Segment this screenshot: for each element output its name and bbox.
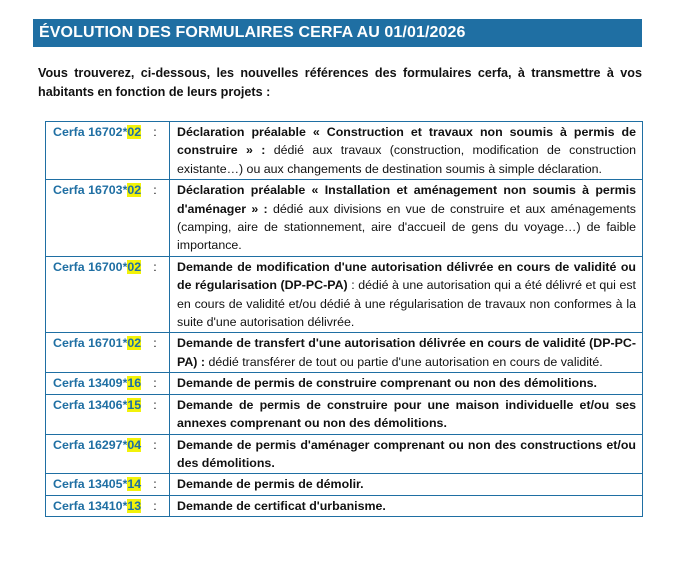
cerfa-title: Demande de permis de construire pour une maison individuelle et/ou ses annexes comprenant ou non des démolitions. [177, 397, 636, 431]
table-row [46, 256, 643, 333]
cerfa-title: Demande de transfert d'une autorisation délivrée en cours de validité (DP-PC-PA) : [177, 336, 636, 369]
cerfa-description-cell [170, 474, 643, 495]
cerfa-version-highlight: 14 [127, 477, 142, 492]
cerfa-version-highlight: 02 [127, 183, 142, 198]
cerfa-code-prefix: Cerfa 16297* [53, 437, 128, 452]
cerfa-title: Demande de permis de construire comprenant ou non des démolitions. [177, 376, 597, 391]
cerfa-description-cell [170, 180, 643, 257]
cerfa-code-cell [46, 373, 170, 394]
cerfa-version-highlight: 02 [127, 336, 142, 351]
cerfa-code-prefix: Cerfa 13406* [53, 397, 128, 412]
cerfa-code-colon: : [153, 477, 157, 492]
cerfa-code-colon: : [153, 336, 157, 351]
table-row [46, 394, 643, 434]
table-row [46, 474, 643, 495]
table-row [46, 495, 643, 516]
page-title-banner [33, 19, 642, 47]
table-row [46, 180, 643, 257]
intro-paragraph: Vous trouverez, ci-dessous, les nouvelles références des formulaires cerfa, à transmettre à vos habitants en fonction de leurs projets : [38, 66, 642, 99]
cerfa-description-cell [170, 495, 643, 516]
cerfa-version-highlight: 16 [127, 376, 142, 391]
cerfa-code-colon: : [153, 125, 157, 139]
cerfa-title: Demande de permis de démolir. [177, 477, 364, 492]
cerfa-version-highlight: 02 [127, 125, 142, 139]
cerfa-code-prefix: Cerfa 16701* [53, 336, 128, 351]
cerfa-version-highlight: 13 [127, 498, 142, 513]
cerfa-code-prefix: Cerfa 16700* [53, 259, 128, 274]
cerfa-description-cell [170, 333, 643, 373]
cerfa-description-cell [170, 434, 643, 474]
cerfa-description-cell [170, 373, 643, 394]
cerfa-detail: : dédié à une autorisation qui a été délivré et qui est en cours de validité et/ou dédié à une régularisation de travaux non conformes à la suite d'une autorisation délivrée. [177, 278, 636, 330]
table-row [46, 373, 643, 394]
cerfa-description-cell [170, 256, 643, 333]
cerfa-title: Déclaration préalable « Installation et aménagement non soumis à permis d'aménager » : [177, 183, 636, 216]
cerfa-code-colon: : [153, 183, 157, 198]
table-row [46, 333, 643, 373]
cerfa-title: Demande de certificat d'urbanisme. [177, 498, 386, 513]
cerfa-code-colon: : [153, 437, 157, 452]
cerfa-table [45, 121, 643, 517]
cerfa-title: Demande de permis d'aménager comprenant ou non des constructions et/ou des démolitions. [177, 437, 636, 470]
cerfa-version-highlight: 04 [127, 437, 142, 452]
cerfa-code-prefix: Cerfa 13405* [53, 477, 128, 492]
cerfa-code-prefix: Cerfa 13410* [53, 498, 128, 513]
cerfa-code-cell [46, 256, 170, 333]
cerfa-code-prefix: Cerfa 16702* [53, 125, 128, 139]
cerfa-code-cell [46, 474, 170, 495]
cerfa-code-cell [46, 333, 170, 373]
cerfa-code-cell [46, 122, 170, 180]
cerfa-code-colon: : [153, 376, 157, 391]
cerfa-code-cell [46, 180, 170, 257]
cerfa-title: Déclaration préalable « Construction et travaux non soumis à permis de construire » : [177, 125, 636, 158]
cerfa-table-body [46, 122, 643, 517]
table-row [46, 434, 643, 474]
cerfa-detail: dédié aux travaux (construction, modification de construction existante…) ou aux changements de destination soumis à simple déclaration. [177, 143, 636, 176]
cerfa-description-cell [170, 122, 643, 180]
cerfa-code-colon: : [153, 259, 157, 274]
cerfa-version-highlight: 02 [127, 259, 142, 274]
cerfa-description-cell [170, 394, 643, 434]
cerfa-code-cell [46, 394, 170, 434]
cerfa-code-cell [46, 495, 170, 516]
cerfa-detail: dédié aux divisions en vue de construire et aux aménagements (camping, aire de stationnement, aire d'accueil de gens du voyage…) de faible importance. [177, 201, 636, 253]
cerfa-detail: dédié transférer de tout ou partie d'une autorisation en cours de validité. [205, 354, 603, 369]
table-row [46, 122, 643, 180]
cerfa-version-highlight: 15 [127, 397, 142, 412]
cerfa-code-colon: : [153, 498, 157, 513]
cerfa-code-prefix: Cerfa 13409* [53, 376, 128, 391]
cerfa-code-cell [46, 434, 170, 474]
page-title: ÉVOLUTION DES FORMULAIRES CERFA AU 01/01/2026 [39, 24, 466, 41]
cerfa-code-colon: : [153, 397, 157, 412]
cerfa-code-prefix: Cerfa 16703* [53, 183, 128, 198]
cerfa-title: Demande de modification d'une autorisation délivrée en cours de validité ou de régularisation (DP-PC-PA) [177, 259, 636, 293]
